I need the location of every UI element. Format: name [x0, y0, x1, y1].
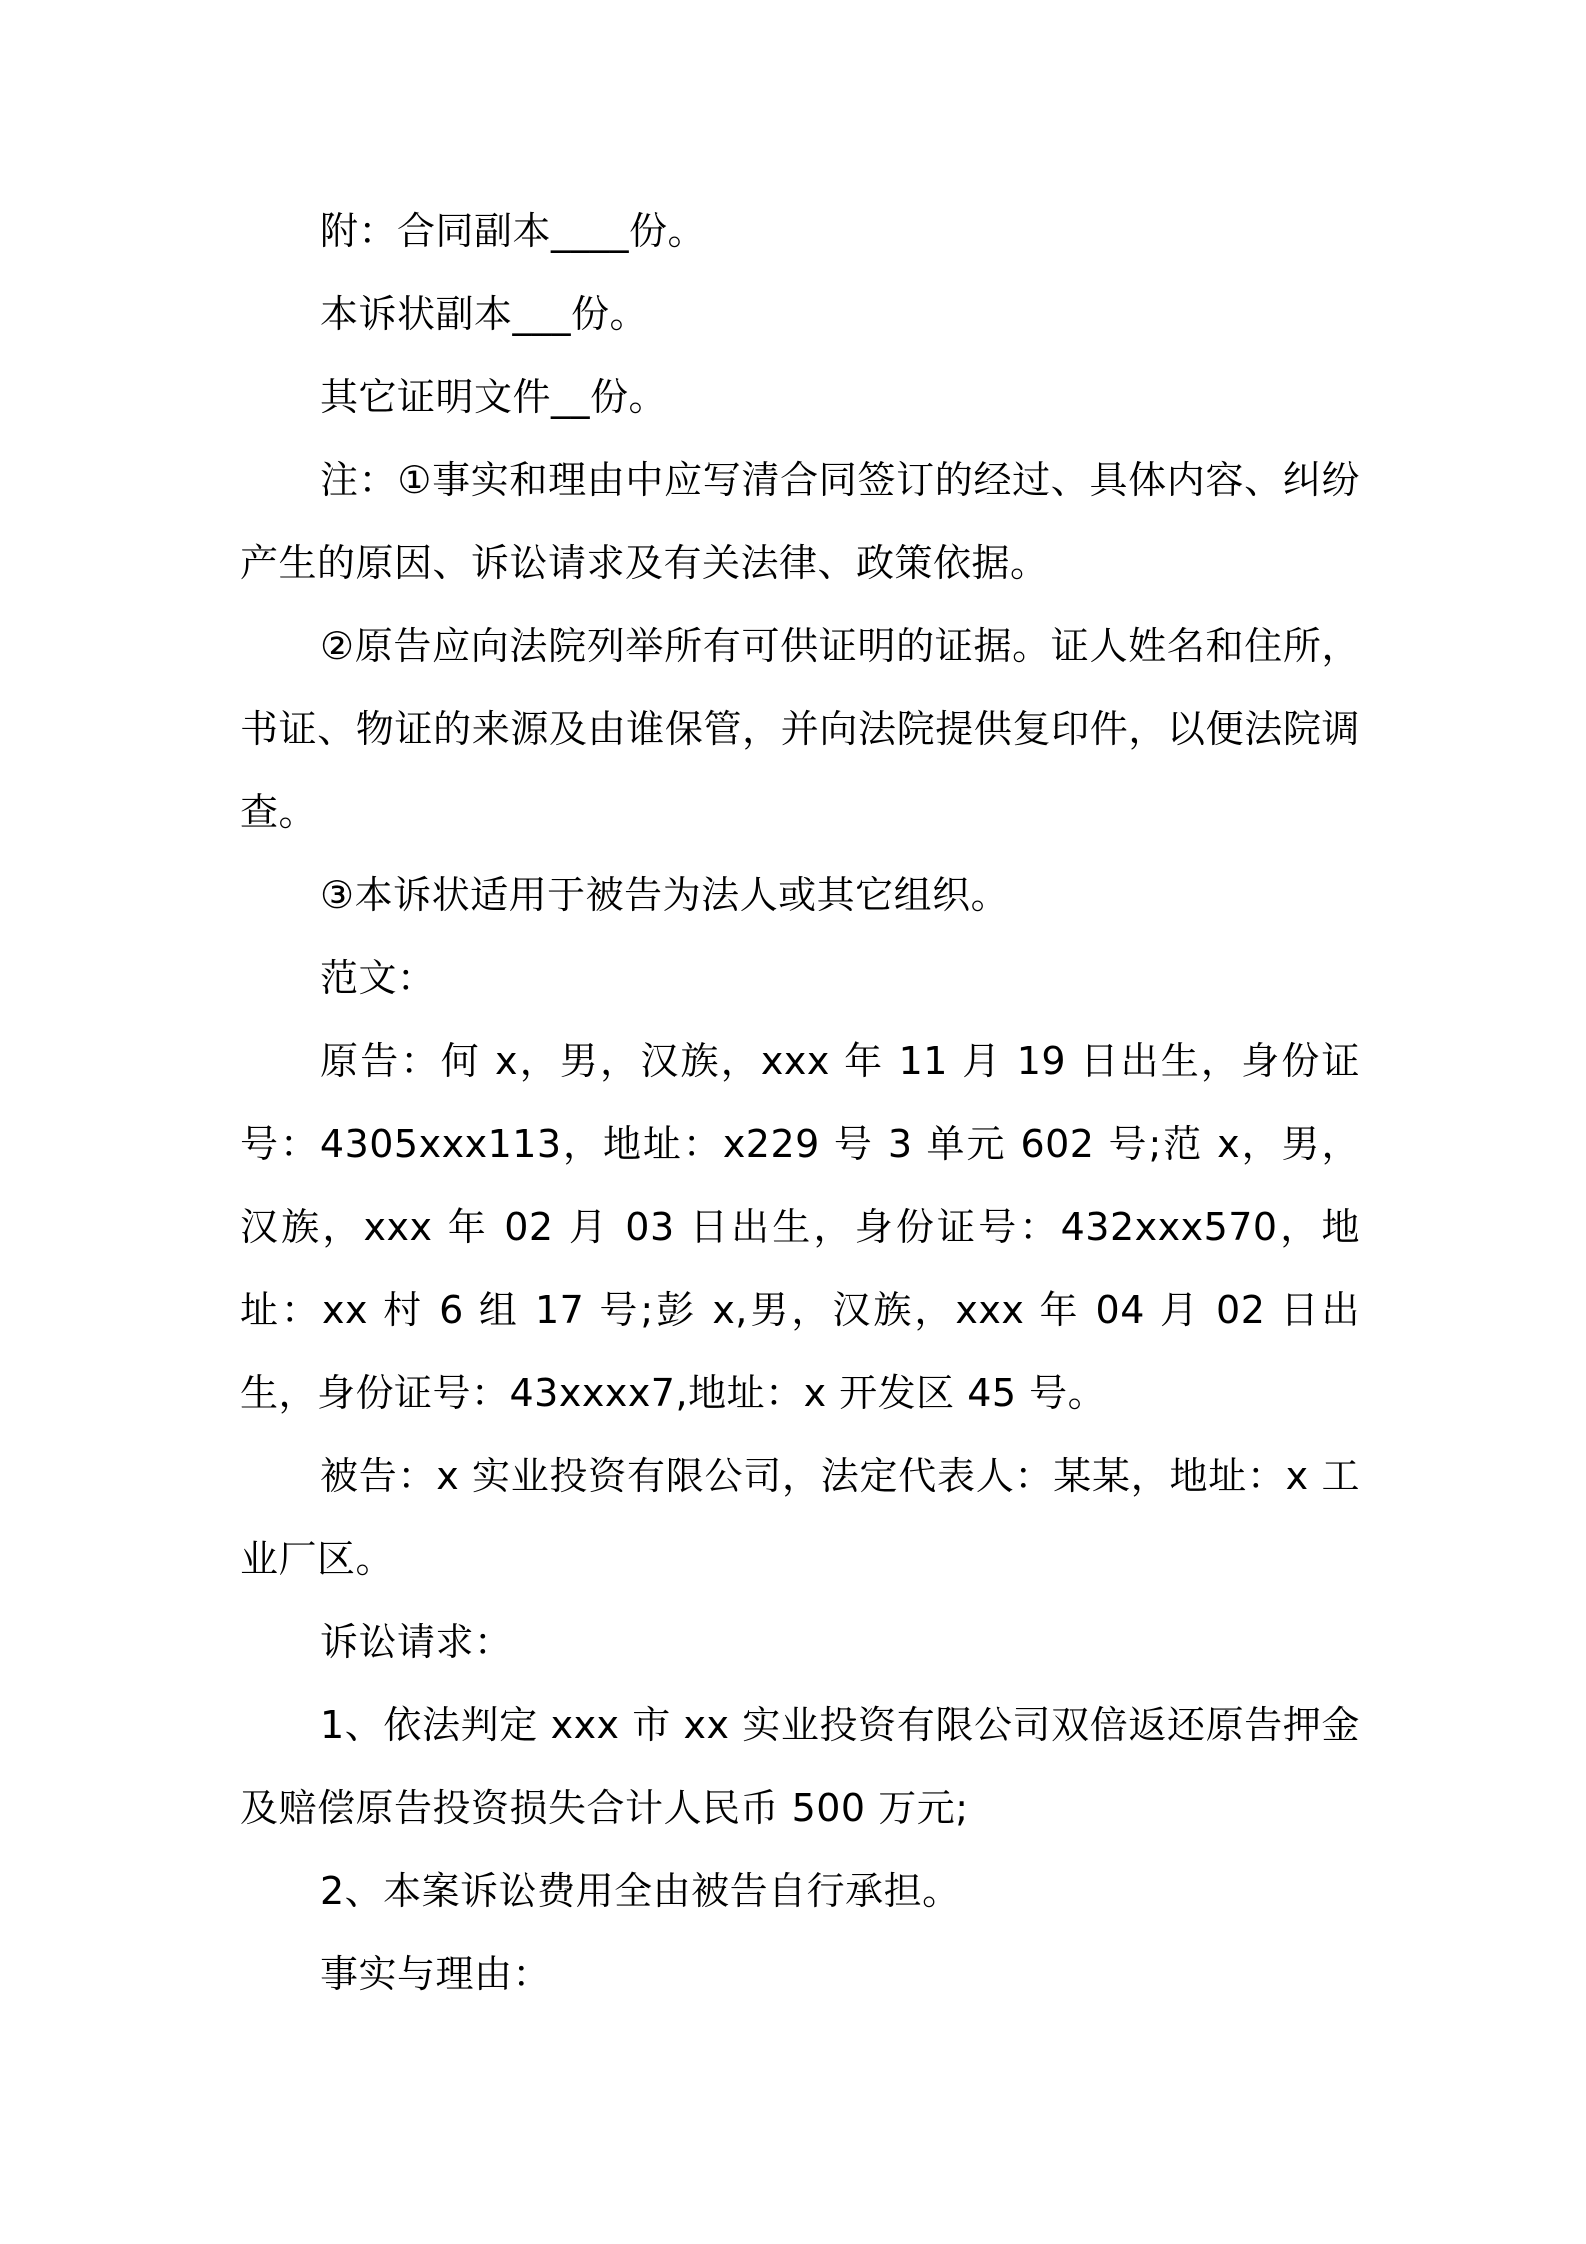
note-2: ②原告应向法院列举所有可供证明的证据。证人姓名和住所，书证、物证的来源及由谁保管，并向法院提供复印件，以便法院调查。 — [240, 624, 1360, 834]
defendant-info: 被告：x 实业投资有限公司，法定代表人：某某，地址：x 工业厂区。 — [240, 1454, 1360, 1581]
claim-2: 2、本案诉讼费用全由被告自行承担。 — [320, 1869, 961, 1913]
document-body — [240, 190, 1360, 2016]
plaintiff-info: 原告：何 x，男，汉族，xxx 年 11 月 19 日出生，身份证号：4305xxx113，地址：x229 号 3 单元 602 号;范 x，男，汉族，xxx 年 02 月 03 日出生，身份证号：432xxx570，地址：xx 村 6 组 17 号;彭 x,男，汉族，xxx 年 04 月 02 日出生，身份证号：43xxxx7,地址：x 开发区 45 号。 — [240, 1039, 1360, 1415]
attachment-complaint-copies: 本诉状副本___份。 — [320, 292, 649, 336]
note-3: ③本诉状适用于被告为法人或其它组织。 — [320, 873, 1010, 917]
attachment-other-documents: 其它证明文件__份。 — [320, 375, 668, 419]
claims-heading: 诉讼请求： — [320, 1620, 513, 1664]
claim-1: 1、依法判定 xxx 市 xx 实业投资有限公司双倍返还原告押金及赔偿原告投资损失合计人民币 500 万元; — [240, 1703, 1360, 1830]
facts-heading: 事实与理由： — [320, 1952, 552, 1996]
note-1: 注：①事实和理由中应写清合同签订的经过、具体内容、纠纷产生的原因、诉讼请求及有关法律、政策依据。 — [240, 458, 1360, 585]
attachment-contract-copies: 附：合同副本____份。 — [320, 209, 707, 253]
sample-heading: 范文： — [320, 956, 436, 1000]
